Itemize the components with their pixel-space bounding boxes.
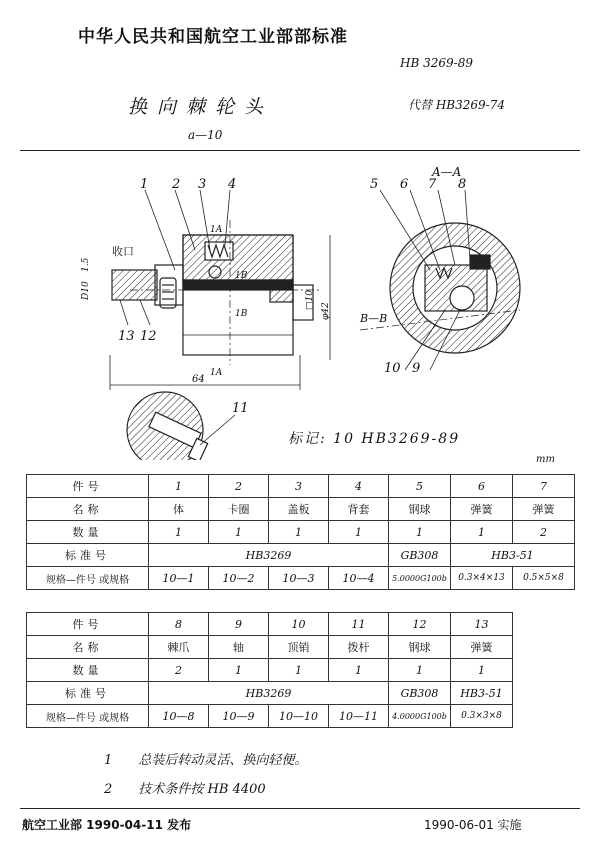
table-cell: 顶销 (269, 636, 329, 659)
row-header: 名称 (27, 498, 149, 521)
label-jiakou: 收口 (112, 245, 134, 258)
unit-label: mm (536, 454, 555, 465)
table-cell: 6 (451, 475, 513, 498)
table-cell: 钢球 (389, 636, 451, 659)
table-row (27, 567, 575, 590)
table-cell: 2 (209, 475, 269, 498)
label-1b-b: 1B (235, 309, 248, 319)
table-cell: 弹簧 (451, 636, 513, 659)
table-cell: 9 (209, 613, 269, 636)
table-cell: 10—3 (269, 567, 329, 590)
dim-64: 64 (192, 374, 205, 385)
detail-view (127, 392, 235, 460)
callout-8: 8 (458, 177, 467, 192)
table-cell: 1 (389, 659, 451, 682)
row-header: 标准号 (27, 682, 149, 705)
table-row (27, 705, 513, 728)
table-cell: 0.5×5×8 (513, 567, 575, 590)
row-header: 数量 (27, 521, 149, 544)
callout-6: 6 (400, 177, 409, 192)
table-cell: 10—4 (329, 567, 389, 590)
row-header: 名称 (27, 636, 149, 659)
callout-2: 2 (172, 177, 181, 192)
document-title: 换向棘轮头 (128, 96, 274, 118)
table-cell: 11 (329, 613, 389, 636)
table-cell: 4.0000G100b (389, 705, 451, 728)
table-cell: GB308 (389, 682, 451, 705)
table-cell: 4 (329, 475, 389, 498)
table-row (27, 521, 575, 544)
callout-4: 4 (228, 177, 237, 192)
table-cell: 3 (269, 475, 329, 498)
label-1b-a: 1B (235, 271, 248, 281)
table-cell: 弹簧 (451, 498, 513, 521)
label-1a-top: 1A (210, 225, 223, 235)
table-cell: HB3-51 (451, 682, 513, 705)
table-row (27, 682, 513, 705)
table-cell: 10—2 (209, 567, 269, 590)
row-header: 规格—件号 或规格 (27, 567, 149, 590)
footer-rule (20, 808, 580, 809)
table-cell: 拨杆 (329, 636, 389, 659)
row-header: 数量 (27, 659, 149, 682)
table-cell: HB3269 (149, 544, 389, 567)
table-cell: 10—9 (209, 705, 269, 728)
issued-date: 航空工业部 1990-04-11 发布 (22, 818, 192, 832)
table-row (27, 613, 513, 636)
table-cell: 1 (389, 521, 451, 544)
table-cell: 轴 (209, 636, 269, 659)
table-row (27, 544, 575, 567)
callout-9: 9 (412, 361, 421, 376)
callout-1: 1 (140, 177, 149, 192)
section-a-a (360, 190, 520, 370)
row-header: 件号 (27, 475, 149, 498)
note-number: 1 (104, 753, 113, 768)
table-row (27, 498, 575, 521)
table-cell: 10—11 (329, 705, 389, 728)
section-aa-label: A—A (432, 165, 462, 179)
table-cell: 5.0000G100b (389, 567, 451, 590)
table-cell: 1 (149, 475, 209, 498)
callout-7: 7 (428, 177, 437, 192)
effective-date: 1990-06-01 实施 (424, 818, 522, 832)
table-row (27, 475, 575, 498)
table-cell: 1 (209, 521, 269, 544)
note-text: 技术条件按 HB 4400 (138, 782, 266, 797)
table-cell: 1 (149, 521, 209, 544)
label-1a-bottom: 1A (210, 368, 223, 378)
label-b-b: B—B (360, 312, 388, 325)
table-cell: 1 (451, 521, 513, 544)
table-cell: 卡圈 (209, 498, 269, 521)
dim-phi-42: φ42 (321, 302, 331, 320)
header-rule (20, 150, 580, 151)
standard-number: HB 3269-89 (400, 56, 473, 70)
table-cell: 1 (269, 659, 329, 682)
table-cell: 钢球 (389, 498, 451, 521)
replaces-standard: 代替 HB3269-74 (408, 98, 505, 112)
table-row (27, 636, 513, 659)
table-cell: 弹簧 (513, 498, 575, 521)
callout-11: 11 (232, 401, 249, 416)
table-cell: 1 (209, 659, 269, 682)
note-1 (104, 749, 307, 768)
side-view (110, 190, 330, 390)
table-cell: 体 (149, 498, 209, 521)
table-cell: 1 (269, 521, 329, 544)
technical-drawing (0, 160, 600, 460)
row-header: 件号 (27, 613, 149, 636)
table-cell: 1 (451, 659, 513, 682)
table-cell: 7 (513, 475, 575, 498)
callout-3: 3 (198, 177, 207, 192)
table-cell: 2 (149, 659, 209, 682)
table-cell: 10—10 (269, 705, 329, 728)
table-cell: 盖板 (269, 498, 329, 521)
table-cell: 0.3×3×8 (451, 705, 513, 728)
dim-1-5: 1.5 (81, 257, 91, 272)
table-cell: 10—8 (149, 705, 209, 728)
table-cell: 13 (451, 613, 513, 636)
table-cell: 1 (329, 521, 389, 544)
issuing-org: 中华人民共和国航空工业部部标准 (78, 27, 348, 47)
table-cell: 5 (389, 475, 451, 498)
type-label: a—10 (188, 128, 223, 142)
table-cell: 12 (389, 613, 451, 636)
callout-5: 5 (370, 177, 379, 192)
note-2 (104, 778, 266, 797)
table-cell: 2 (513, 521, 575, 544)
row-header: 标准号 (27, 544, 149, 567)
dim-square-10: □10 (305, 290, 315, 310)
table-cell: 0.3×4×13 (451, 567, 513, 590)
callout-13: 13 (118, 329, 135, 344)
parts-table-2 (26, 612, 513, 728)
table-cell: 8 (149, 613, 209, 636)
table-row (27, 659, 513, 682)
table-cell: 背套 (329, 498, 389, 521)
callout-10: 10 (384, 361, 401, 376)
note-text: 总装后转动灵活、换向轻便。 (138, 753, 308, 768)
parts-table-1 (26, 474, 575, 590)
note-number: 2 (104, 782, 113, 797)
table-cell: 棘爪 (149, 636, 209, 659)
marking-example: 标记: 10 HB3269-89 (288, 431, 461, 447)
table-cell: 1 (329, 659, 389, 682)
table-cell: HB3269 (149, 682, 389, 705)
table-cell: HB3-51 (451, 544, 575, 567)
table-cell: 10 (269, 613, 329, 636)
row-header: 规格—件号 或规格 (27, 705, 149, 728)
dim-d10: D10 (81, 281, 91, 300)
table-cell: GB308 (389, 544, 451, 567)
callout-12: 12 (140, 329, 157, 344)
table-cell: 10—1 (149, 567, 209, 590)
